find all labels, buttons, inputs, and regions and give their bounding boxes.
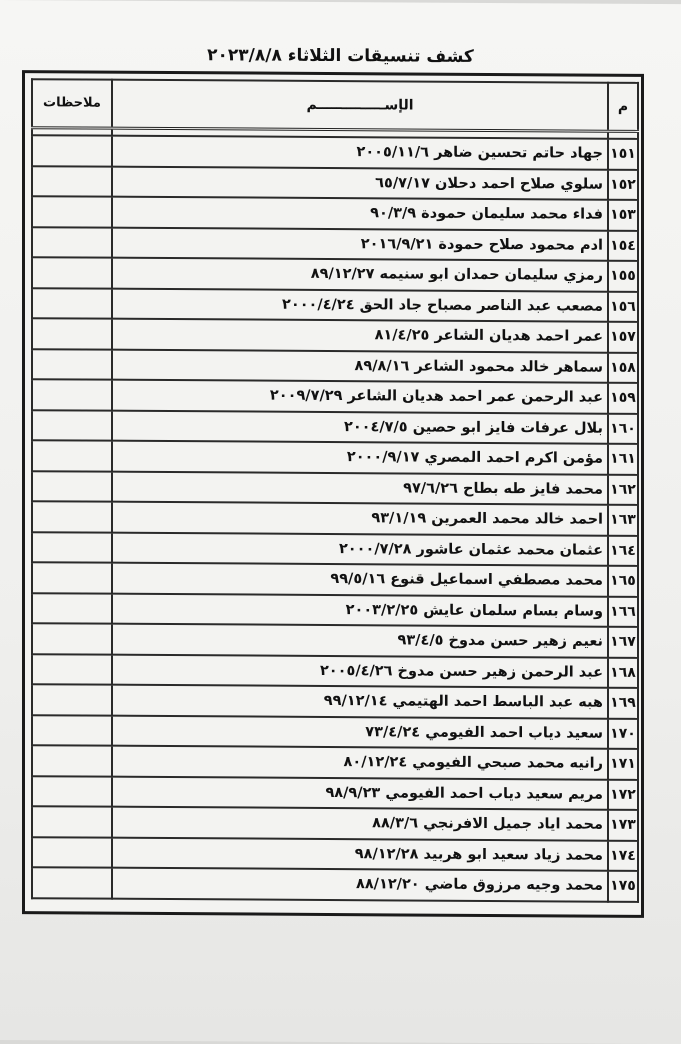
table-row: [32, 166, 638, 200]
row-notes: [32, 166, 112, 197]
row-number: ١٦٧: [608, 627, 638, 658]
table-row: [32, 227, 638, 261]
row-name: جهاد حاتم تحسين ضاهر ٢٠٠٥/١١/٦: [112, 136, 608, 170]
row-name: محمد وجيه مرزوق ماضي ٨٨/١٢/٢٠: [112, 868, 608, 902]
row-name: عثمان محمد عثمان عاشور ٢٠٠٠/٧/٢٨: [112, 532, 608, 566]
row-notes: [32, 410, 112, 441]
row-number: ١٦١: [608, 444, 638, 475]
row-notes: [32, 837, 112, 868]
table-row: [32, 440, 638, 474]
table-row: [32, 410, 638, 444]
table-row: [32, 135, 638, 169]
row-name: محمد مصطفي اسماعيل قنوع ٩٩/٥/١٦: [112, 563, 608, 597]
row-number: ١٥١: [608, 139, 638, 170]
row-notes: [32, 379, 112, 410]
row-name: رمزي سليمان حمدان ابو سنيمه ٨٩/١٢/٢٧: [112, 258, 608, 292]
row-name: ادم محمود صلاح حمودة ٢٠١٦/٩/٢١: [112, 227, 608, 261]
table-body: [32, 135, 638, 901]
header-notes: ملاحظات: [32, 79, 112, 127]
table-row: [32, 593, 638, 627]
row-number: ١٥٢: [608, 169, 638, 200]
row-number: ١٥٤: [608, 230, 638, 261]
table-row: [32, 867, 638, 901]
row-name: مؤمن اكرم احمد المصري ٢٠٠٠/٩/١٧: [112, 441, 608, 475]
row-notes: [32, 257, 112, 288]
row-name: نعيم زهير حسن مدوخ ٩٣/٤/٥: [112, 624, 608, 658]
row-name: وسام بسام سلمان عايش ٢٠٠٣/٢/٢٥: [112, 593, 608, 627]
table-row: [32, 654, 638, 688]
row-name: محمد اياد جميل الافرنجي ٨٨/٣/٦: [112, 807, 608, 841]
row-name: محمد فايز طه بطاح ٩٧/٦/٢٦: [112, 471, 608, 505]
row-name: فداء محمد سليمان حمودة ٩٠/٣/٩: [112, 197, 608, 231]
row-number: ١٧٤: [608, 840, 638, 871]
row-name: سماهر خالد محمود الشاعر ٨٩/٨/١٦: [112, 349, 608, 383]
row-number: ١٥٨: [608, 352, 638, 383]
row-number: ١٦٠: [608, 413, 638, 444]
row-number: ١٥٩: [608, 383, 638, 414]
row-name: رانيه محمد صبحي الفيومي ٨٠/١٢/٢٤: [112, 746, 608, 780]
row-number: ١٧٢: [608, 779, 638, 810]
row-name: عبد الرحمن عمر احمد هديان الشاعر ٢٠٠٩/٧/٢٩: [112, 380, 608, 414]
row-notes: [32, 684, 112, 715]
row-name: سعيد دياب احمد الفيومي ٧٣/٤/٢٤: [112, 715, 608, 749]
row-name: محمد زياد سعيد ابو هربيد ٩٨/١٢/٢٨: [112, 837, 608, 871]
table-row: [32, 562, 638, 596]
row-number: ١٧٥: [608, 871, 638, 902]
row-number: ١٧٠: [608, 718, 638, 749]
table-row: [32, 745, 638, 779]
row-notes: [32, 288, 112, 319]
row-notes: [32, 471, 112, 502]
row-name: مريم سعيد دياب احمد الفيومي ٩٨/٩/٢٣: [112, 776, 608, 810]
row-name: مصعب عبد الناصر مصباح جاد الحق ٢٠٠٠/٤/٢٤: [112, 288, 608, 322]
row-notes: [32, 440, 112, 471]
table-row: [32, 776, 638, 810]
row-notes: [32, 745, 112, 776]
row-notes: [32, 623, 112, 654]
table-row: [32, 196, 638, 230]
row-number: ١٦٨: [608, 657, 638, 688]
table-row: [32, 379, 638, 413]
row-name: سلوي صلاح احمد دحلان ٦٥/٧/١٧: [112, 166, 608, 200]
row-notes: [32, 532, 112, 563]
names-table: [31, 78, 639, 902]
row-notes: [32, 715, 112, 746]
row-number: ١٦٣: [608, 505, 638, 536]
table-row: [32, 501, 638, 535]
row-number: ١٧١: [608, 749, 638, 780]
list-sheet: [22, 70, 644, 918]
row-name: عبد الرحمن زهير حسن مدوخ ٢٠٠٥/٤/٢٦: [112, 654, 608, 688]
table-row: [32, 318, 638, 352]
table-row: [32, 257, 638, 291]
row-notes: [32, 501, 112, 532]
table-row: [32, 806, 638, 840]
row-notes: [32, 806, 112, 837]
row-notes: [32, 227, 112, 258]
table-row: [32, 684, 638, 718]
row-number: ١٦٩: [608, 688, 638, 719]
row-notes: [32, 654, 112, 685]
row-number: ١٦٦: [608, 596, 638, 627]
table-row: [32, 715, 638, 749]
row-notes: [32, 776, 112, 807]
row-notes: [32, 867, 112, 898]
header-name: الإســــــــــــــم: [112, 80, 608, 131]
table-row: [32, 349, 638, 383]
row-number: ١٦٢: [608, 474, 638, 505]
table-header-row: [32, 79, 638, 131]
row-notes: [32, 318, 112, 349]
row-number: ١٥٧: [608, 322, 638, 353]
header-number: م: [608, 83, 638, 131]
row-name: بلال عرفات فايز ابو حصين ٢٠٠٤/٧/٥: [112, 410, 608, 444]
row-notes: [32, 562, 112, 593]
row-number: ١٧٣: [608, 810, 638, 841]
row-name: احمد خالد محمد العمرين ٩٣/١/١٩: [112, 502, 608, 536]
row-name: هبه عبد الباسط احمد الهتيمي ٩٩/١٢/١٤: [112, 685, 608, 719]
row-notes: [32, 135, 112, 166]
row-number: ١٥٣: [608, 200, 638, 231]
table-row: [32, 623, 638, 657]
row-number: ١٦٥: [608, 566, 638, 597]
table-row: [32, 532, 638, 566]
row-number: ١٦٤: [608, 535, 638, 566]
row-notes: [32, 593, 112, 624]
row-notes: [32, 196, 112, 227]
table-row: [32, 471, 638, 505]
table-row: [32, 837, 638, 871]
row-notes: [32, 349, 112, 380]
table-row: [32, 288, 638, 322]
row-number: ١٥٦: [608, 291, 638, 322]
row-number: ١٥٥: [608, 261, 638, 292]
row-name: عمر احمد هديان الشاعر ٨١/٤/٢٥: [112, 319, 608, 353]
page-title: كشف تنسيقات الثلاثاء ٢٠٢٣/٨/٨: [207, 45, 474, 67]
